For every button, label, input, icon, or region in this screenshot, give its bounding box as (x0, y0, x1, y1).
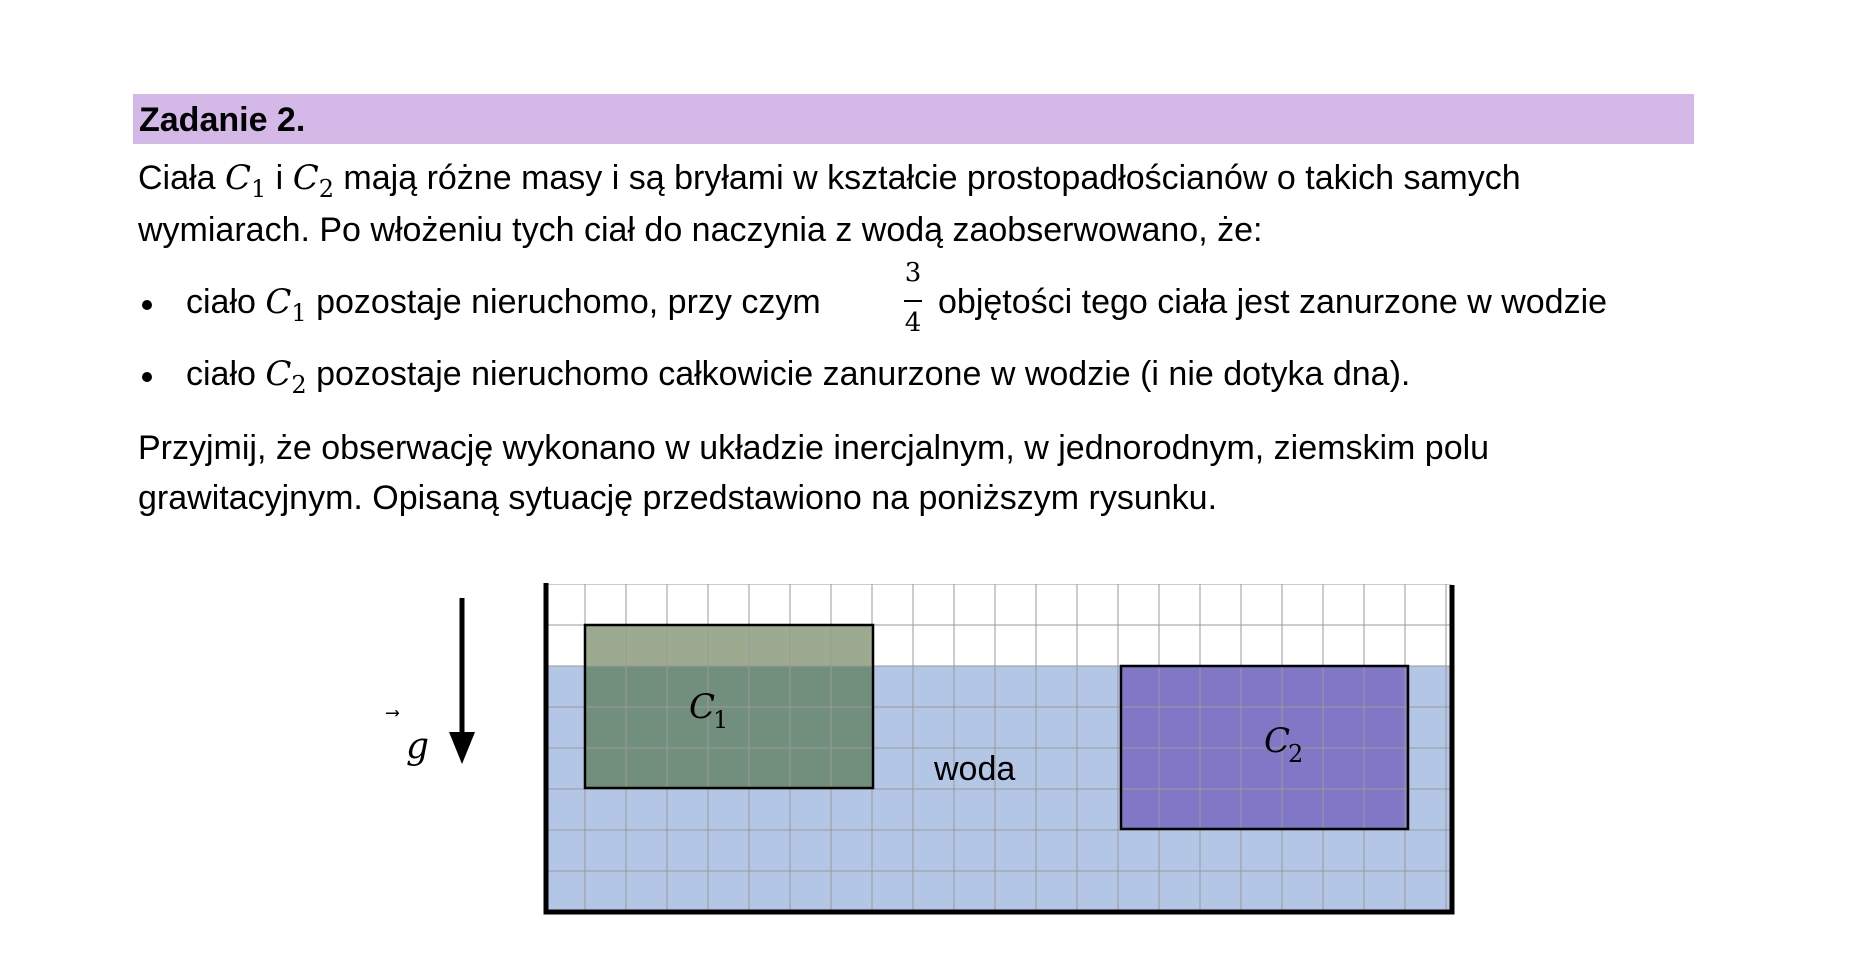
body-c1-subscript: 1 (250, 175, 267, 203)
body-c1-submerged (585, 666, 873, 788)
gravity-label: g (406, 726, 430, 767)
intro-text: mają różne masy i są bryłami w kształcie prostopadłościanów o takich samych (333, 159, 1521, 197)
task-title: Zadanie 2. (139, 101, 306, 139)
bullet-text: pozostaje nieruchomo całkowicie zanurzone w wodzie (i nie dotyka dna). (306, 355, 1411, 393)
bullet-text: pozostaje nieruchomo, przy czym (306, 283, 821, 321)
body-c2-subscript: 2 (291, 371, 307, 399)
gravity-arrow-head (449, 732, 475, 764)
body-c2-symbol: C (265, 354, 292, 394)
body-c1-subscript: 1 (291, 299, 307, 327)
body-c2-subscript: 2 (318, 175, 334, 203)
closing-line-2: grawitacyjnym. Opisaną sytuację przedstawiono na poniższym rysunku. (138, 479, 1218, 517)
body-c1-symbol: C (224, 158, 251, 198)
closing-line-1: Przyjmij, że obserwację wykonano w układzie inercjalnym, w jednorodnym, ziemskim polu (138, 429, 1490, 467)
body-c1-symbol: C (265, 282, 292, 322)
body-c1-above-water (585, 625, 873, 666)
c1-label-subscript: 1 (713, 706, 729, 734)
gravity-vector-arrow (385, 710, 400, 717)
water-label: woda (934, 750, 1016, 788)
bullet-text: ciało (186, 283, 266, 321)
intro-text: i (266, 159, 293, 197)
body-c2-symbol: C (292, 158, 319, 198)
intro-text: Ciała (138, 159, 225, 197)
c2-label: C (1264, 721, 1291, 761)
c1-label: C (689, 687, 716, 727)
intro-line-2: wymiarach. Po włożeniu tych ciał do naczynia z wodą zaobserwowano, że: (138, 211, 1263, 249)
fraction-denominator: 4 (904, 308, 922, 338)
bullet-text: ciało (186, 355, 266, 393)
bullet-1-rest: objętości tego ciała jest zanurzone w wodzie (938, 283, 1608, 321)
fraction-numerator: 3 (904, 258, 922, 288)
c2-label-subscript: 2 (1288, 740, 1304, 768)
